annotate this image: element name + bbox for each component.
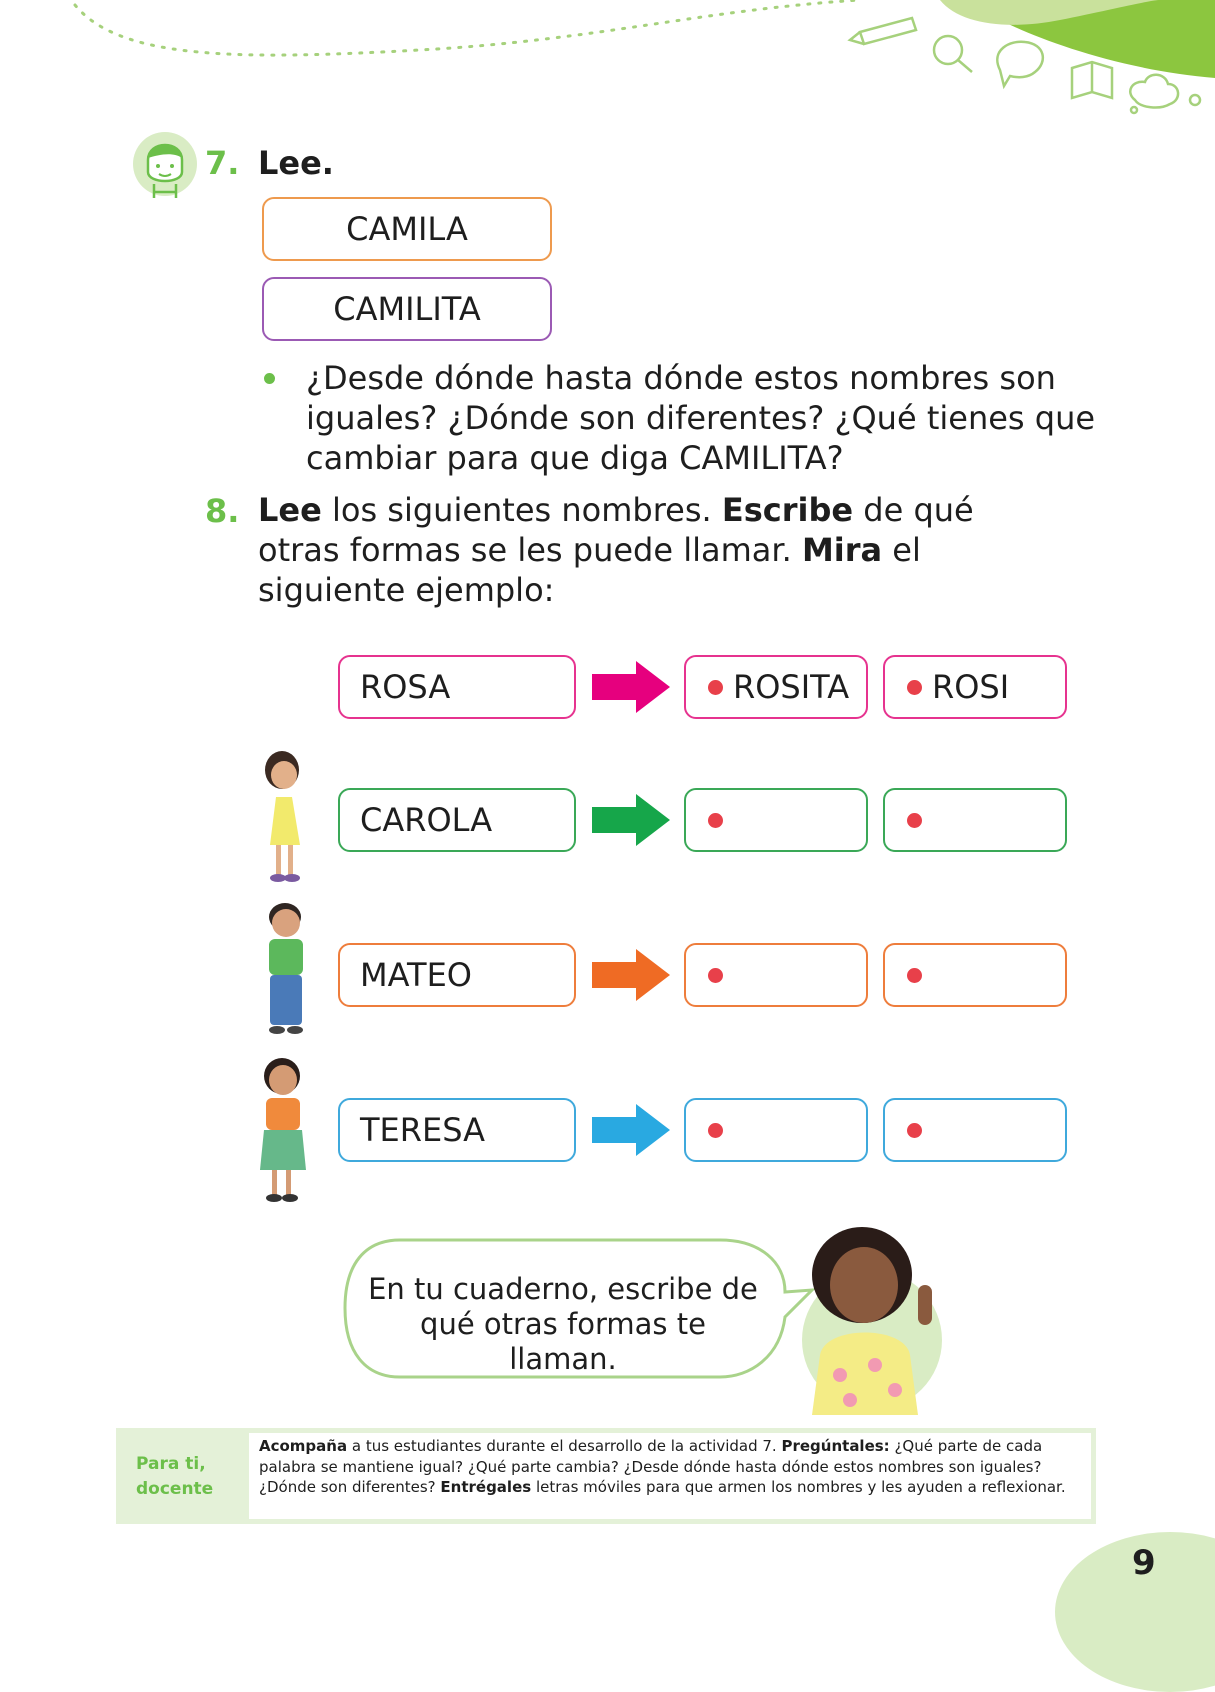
answer-box[interactable] bbox=[684, 788, 868, 852]
name-box-camilita bbox=[262, 277, 552, 341]
activity-8-number: 8. bbox=[205, 492, 240, 530]
name-box-teresa bbox=[338, 1098, 576, 1162]
header-decoration bbox=[0, 0, 1215, 130]
verb-mira: Mira bbox=[801, 531, 883, 569]
bullet-dot bbox=[708, 813, 723, 828]
bullet-dot bbox=[907, 680, 922, 695]
activity-8-instruction: Lee los siguientes nombres. Escribe de qué otras formas se les puede llamar. Mira el siguiente ejemplo: bbox=[258, 491, 974, 609]
name-box-mateo bbox=[338, 943, 576, 1007]
name-box-label: ROSA bbox=[360, 668, 451, 706]
answer-box[interactable] bbox=[684, 1098, 868, 1162]
speech-bubble-icon bbox=[997, 42, 1043, 86]
verb-escribe: Escribe bbox=[721, 491, 854, 529]
page-number: 9 bbox=[1132, 1543, 1156, 1583]
boy-avatar-icon bbox=[130, 128, 200, 203]
teacher-note-text-box: Acompaña a tus estudiantes durante el desarrollo de la actividad 7. Pregúntales: ¿Qué parte de cada palabra se mantiene igual? ¿Qué parte cambia? ¿Desde dónde hasta dónde estos nombres son iguales? ¿Dónde son diferentes? Entrégales letras móviles para que armen los nombres y les ayuden a reflexionar. bbox=[249, 1433, 1091, 1519]
verb-lee: Lee bbox=[258, 491, 322, 529]
teacher-note bbox=[116, 1428, 1096, 1524]
activity-7-question: ¿Desde dónde hasta dónde estos nombres son iguales? ¿Dónde son diferentes? ¿Qué tienes que cambiar para que diga CAMILITA? bbox=[306, 359, 1096, 477]
answer-box bbox=[684, 655, 868, 719]
pencil-icon bbox=[850, 18, 916, 44]
name-box-label: TERESA bbox=[360, 1111, 486, 1149]
teacher-note-label: Para ti, docente bbox=[136, 1454, 214, 1499]
bullet-dot bbox=[708, 680, 723, 695]
thought-cloud-icon bbox=[1130, 75, 1200, 113]
name-box-label: CAMILITA bbox=[333, 290, 481, 328]
answer-box[interactable] bbox=[883, 1098, 1067, 1162]
answer-box[interactable] bbox=[684, 943, 868, 1007]
bullet-dot bbox=[907, 968, 922, 983]
right-arrow-icon bbox=[592, 1104, 670, 1156]
activity-7-instruction: Lee. bbox=[258, 144, 334, 182]
activity-7-number: 7. bbox=[205, 144, 240, 182]
girl-orange-shirt-illustration bbox=[252, 1052, 332, 1212]
name-box-carola bbox=[338, 788, 576, 852]
boy-green-shirt-illustration bbox=[255, 895, 325, 1045]
name-box-label: CAROLA bbox=[360, 801, 493, 839]
answer-box[interactable] bbox=[883, 943, 1067, 1007]
magnifier-icon bbox=[934, 36, 972, 72]
bullet-dot bbox=[708, 1123, 723, 1138]
answer-box bbox=[883, 655, 1067, 719]
name-box-camila bbox=[262, 197, 552, 261]
book-icon bbox=[1072, 62, 1112, 98]
bullet-dot bbox=[907, 1123, 922, 1138]
name-box-label: MATEO bbox=[360, 956, 472, 994]
name-box-rosa bbox=[338, 655, 576, 719]
bullet-dot bbox=[708, 968, 723, 983]
name-box-label: CAMILA bbox=[346, 210, 468, 248]
answer-text: ROSI bbox=[932, 668, 1010, 706]
bullet-dot bbox=[907, 813, 922, 828]
right-arrow-icon bbox=[592, 794, 670, 846]
answer-text: ROSITA bbox=[733, 668, 850, 706]
answer-box[interactable] bbox=[883, 788, 1067, 852]
right-arrow-icon bbox=[592, 661, 670, 713]
right-arrow-icon bbox=[592, 949, 670, 1001]
girl-thumbs-up-illustration bbox=[780, 1215, 955, 1420]
speech-bubble-text: En tu cuaderno, escribe de qué otras formas te llaman. bbox=[368, 1272, 758, 1376]
girl-yellow-dress-illustration bbox=[252, 745, 322, 890]
bullet-dot bbox=[264, 373, 275, 384]
